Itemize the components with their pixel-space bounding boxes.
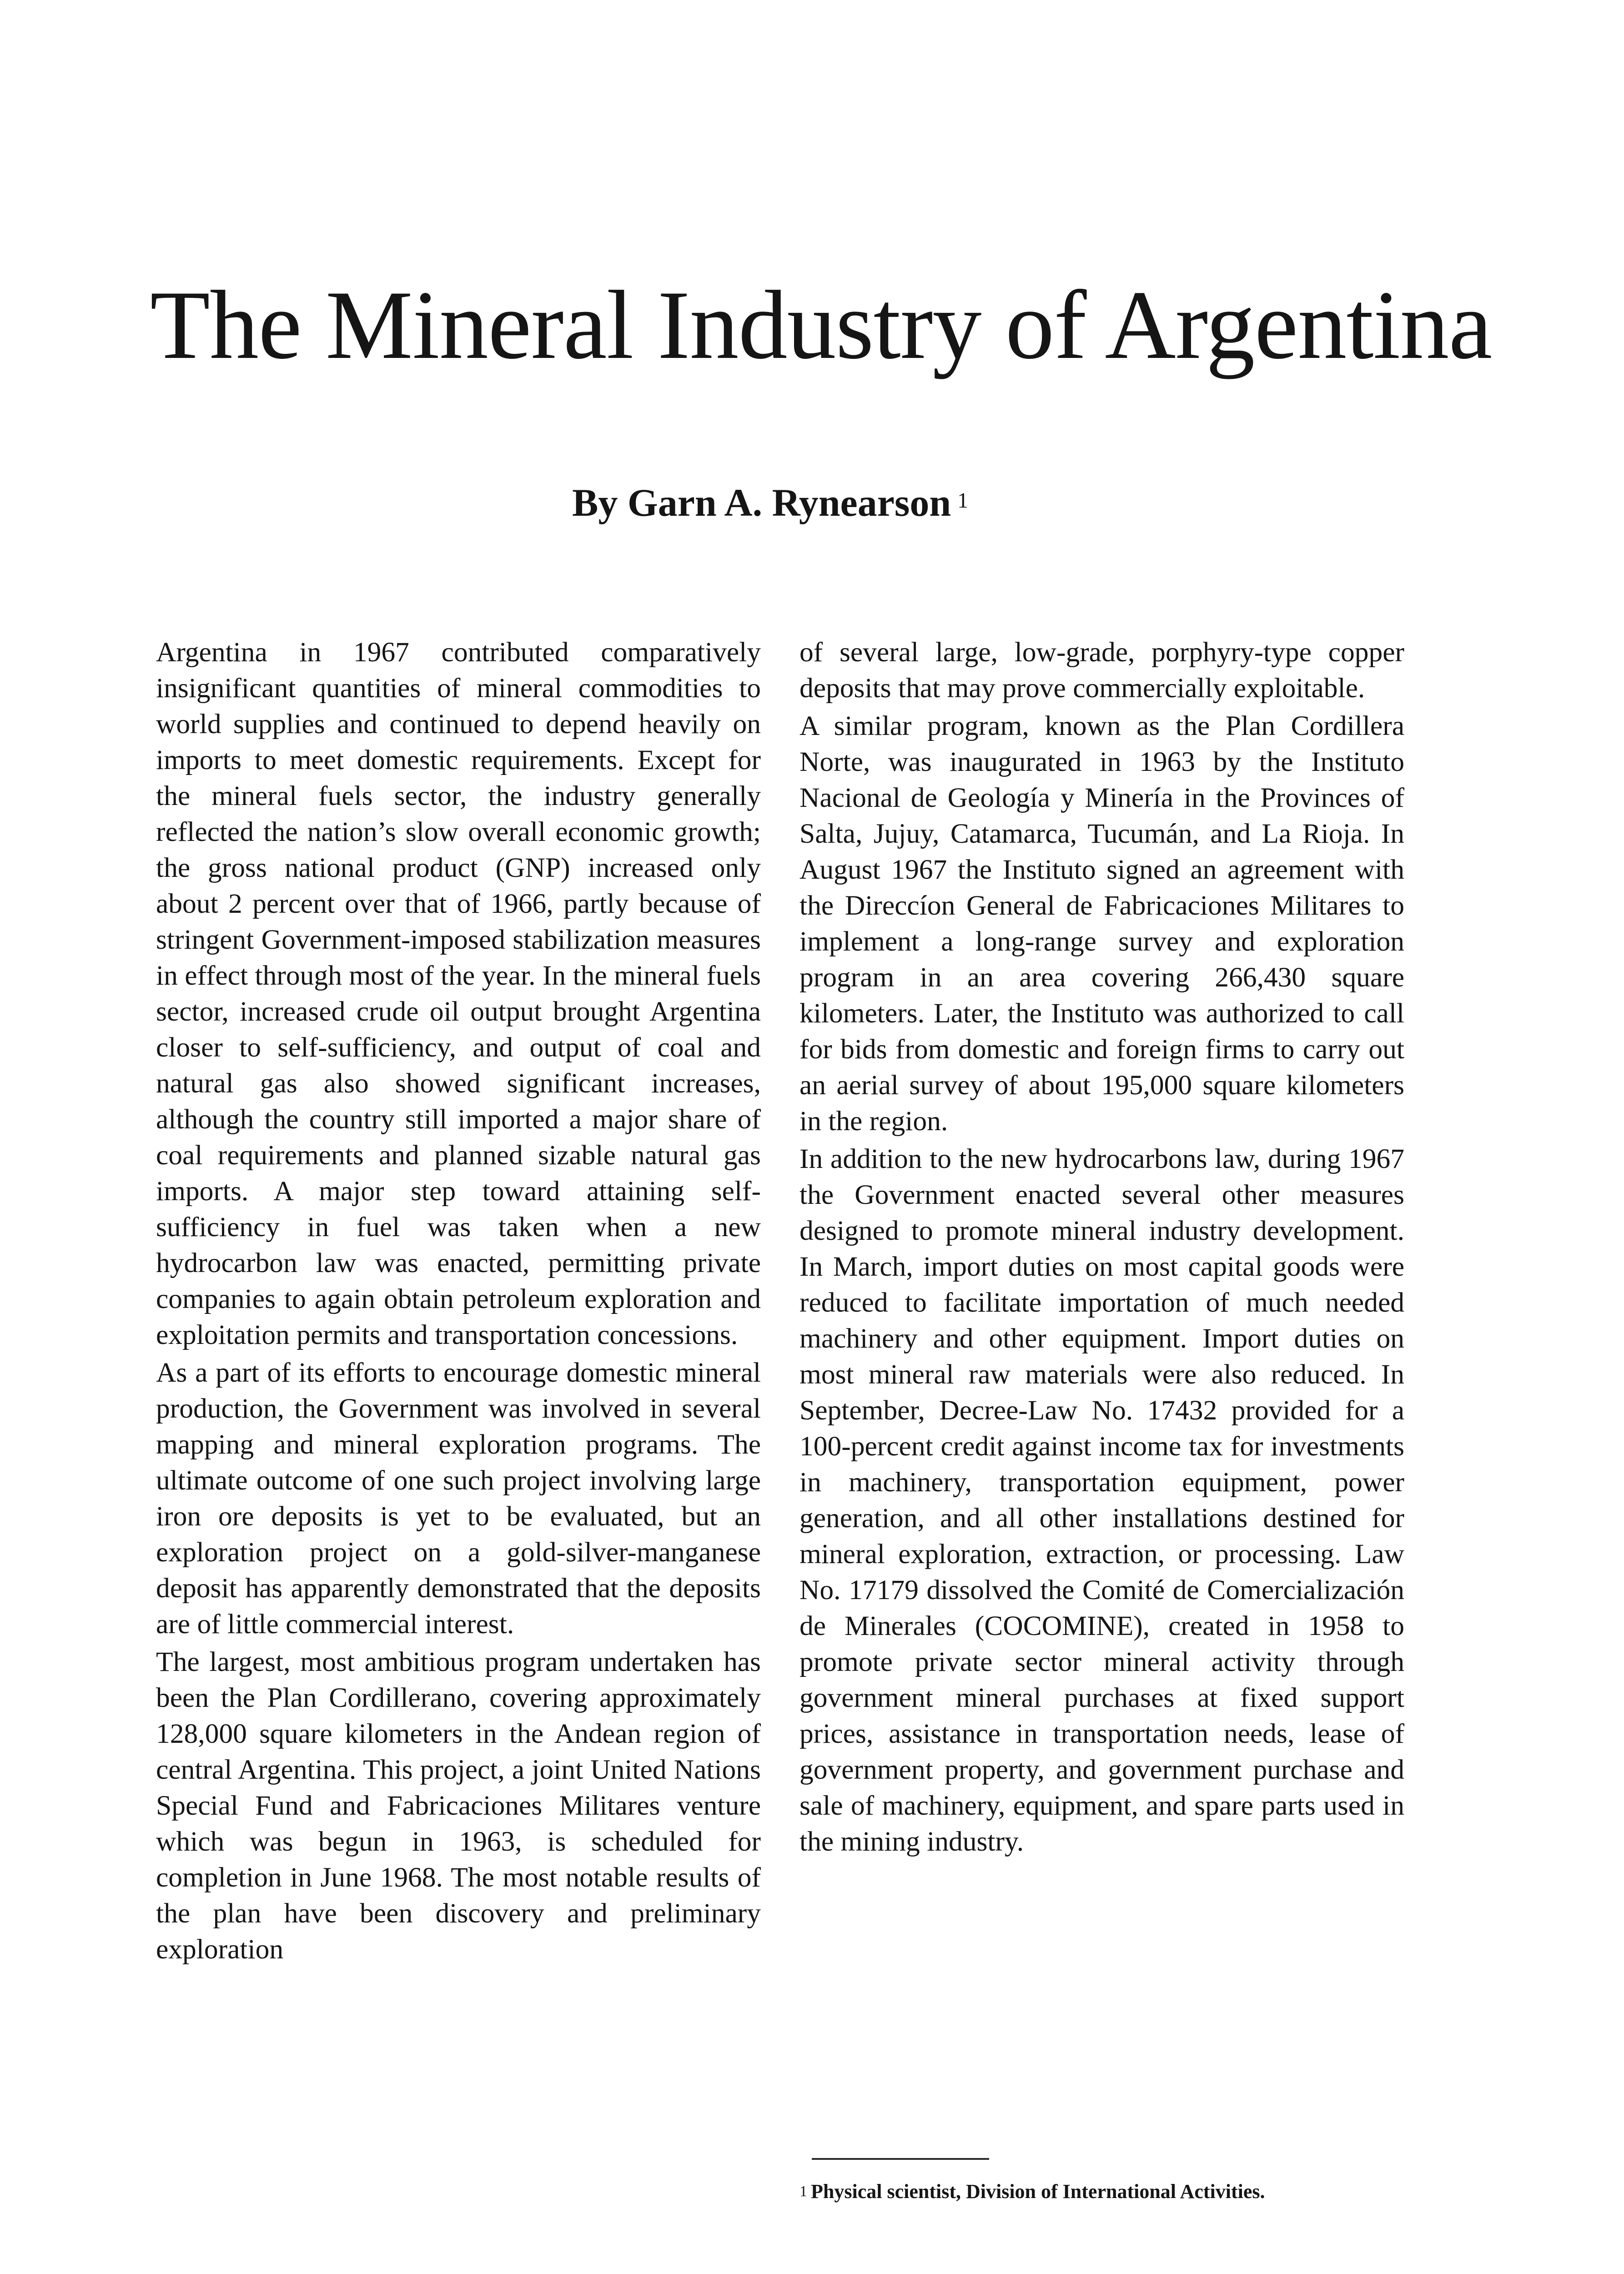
author-name: By Garn A. Rynearson xyxy=(572,481,951,524)
footnote-text: Physical scientist, Division of International Activities. xyxy=(811,2180,1265,2203)
article-title: The Mineral Industry of Argentina xyxy=(150,271,1492,379)
paragraph: of several large, low-grade, porphyry-type copper deposits that may prove commercially exploitable. xyxy=(799,637,1404,704)
paragraph: In addition to the new hydrocarbons law, during 1967 the Government enacted several other measures designed to promote mineral industry development. In March, import duties on most capital goods were reduced to facilitate importation of much needed machinery and other equipment. Import duties on most mineral raw materials were also reduced. In September, Decree-Law No. 17432 provided for a 100-percent credit against income tax for investments in machinery, transportation equipment, power generation, and all other installations destined for mineral exploration, extraction, or processing. Law No. 17179 dissolved the Comité de Comercialización de Minerales (COCOMINE), created in 1958 to promote private sector mineral activity through government mineral purchases at fixed support prices, assistance in transportation needs, lease of government property, and government purchase and sale of machinery, equipment, and spare parts used in the mining industry. xyxy=(799,1143,1404,1857)
left-column xyxy=(156,634,761,1967)
footnote-divider xyxy=(812,2158,989,2160)
right-column xyxy=(799,634,1404,1860)
paragraph: As a part of its efforts to encourage domestic mineral production, the Government was involved in several mapping and mineral exploration programs. The ultimate outcome of one such project involving large iron ore deposits is yet to be evaluated, but an exploration project on a gold-silver-manganese deposit has apparently demonstrated that the deposits are of little commercial interest. xyxy=(156,1357,761,1640)
paragraph: A similar program, known as the Plan Cordillera Norte, was inaugurated in 1963 by the Instituto Nacional de Geología y Minería in the Provinces of Salta, Jujuy, Catamarca, Tucumán, and La Rioja. In August 1967 the Instituto signed an agreement with the Direccíon General de Fabricaciones Militares to implement a long-range survey and exploration program in an area covering 266,430 square kilometers. Later, the Instituto was authorized to call for bids from domestic and foreign firms to carry out an aerial survey of about 195,000 square kilometers in the region. xyxy=(799,710,1404,1137)
paragraph: Argentina in 1967 contributed comparatively insignificant quantities of mineral commodities to world supplies and continued to depend heavily on imports to meet domestic requirements. Except for the mineral fuels sector, the industry generally reflected the nation’s slow overall economic growth; the gross national product (GNP) increased only about 2 percent over that of 1966, partly because of stringent Government-imposed stabilization measures in effect through most of the year. In the mineral fuels sector, increased crude oil output brought Argentina closer to self-sufficiency, and output of coal and natural gas also showed significant increases, although the country still imported a major share of coal requirements and planned sizable natural gas imports. A major step toward attaining self-sufficiency in fuel was taken when a new hydrocarbon law was enacted, permitting private companies to again obtain petroleum exploration and exploitation permits and transportation concessions. xyxy=(156,637,761,1350)
footnote-marker: 1 xyxy=(799,2183,807,2200)
paragraph: The largest, most ambitious program undertaken has been the Plan Cordillerano, covering approximately 128,000 square kilometers in the Andean region of central Argentina. This project, a joint United Nations Special Fund and Fabricaciones Militares venture which was begun in 1963, is scheduled for completion in June 1968. The most notable results of the plan have been discovery and preliminary exploration xyxy=(156,1646,761,1965)
author-footnote-marker: 1 xyxy=(957,488,969,513)
author-byline xyxy=(572,478,968,528)
footnote xyxy=(799,2178,1404,2205)
